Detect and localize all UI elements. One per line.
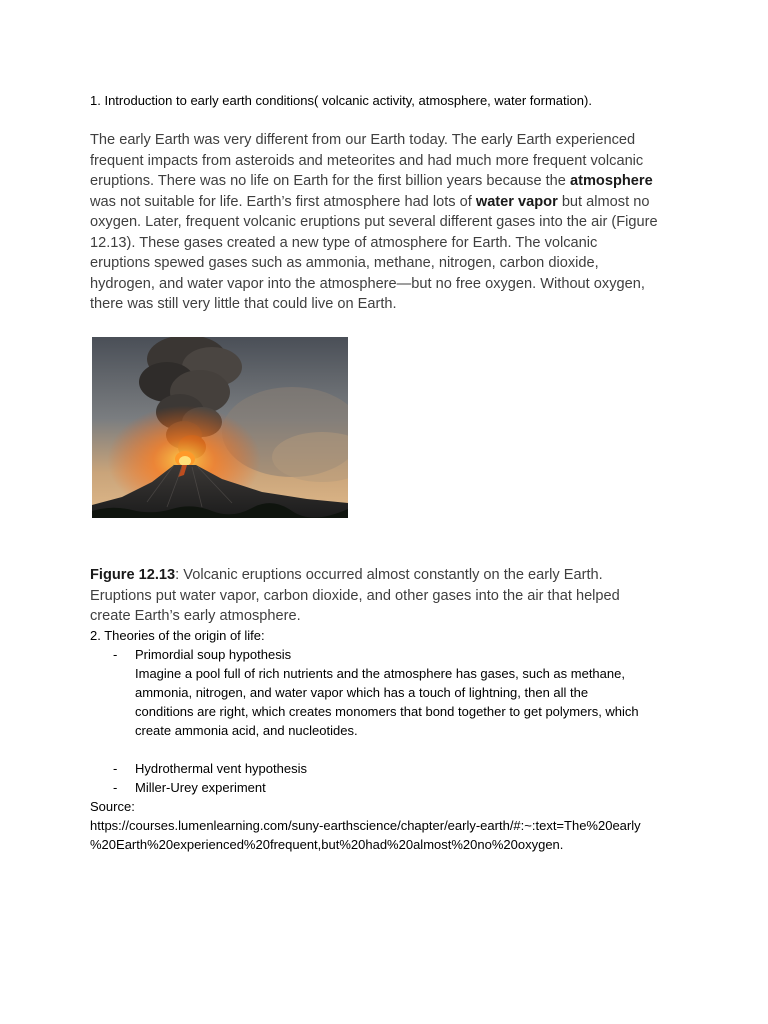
volcano-eruption-image	[92, 337, 348, 518]
caption-line: create Earth’s early atmosphere.	[90, 608, 301, 624]
body-line: create ammonia acid, and nucleotides.	[135, 723, 358, 738]
list-item	[90, 778, 710, 797]
figure-caption	[90, 565, 690, 627]
intro-line: 12.13). These gases created a new type of atmosphere for Earth. The volcanic	[90, 234, 598, 251]
list-item-title: Miller-Urey experiment	[135, 780, 266, 795]
bullet-dash: -	[113, 780, 118, 795]
caption-line: Eruptions put water vapor, carbon dioxide, and other gases into the air that helped	[90, 587, 620, 604]
intro-line: hydrogen, and water vapor into the atmosphere—but no free oxygen. Without oxygen,	[90, 275, 645, 292]
source-label: Source:	[90, 799, 135, 814]
figure-label: Figure 12.13	[90, 567, 176, 583]
bullet-dash: -	[113, 761, 118, 776]
list-item	[90, 645, 710, 664]
source-url-line: https://courses.lumenlearning.com/suny-earthscience/chapter/early-earth/#:~:text=The%20early	[90, 818, 641, 833]
list-item-body	[90, 664, 710, 740]
intro-text: eruptions. There was no life on Earth for the first billion years because the	[90, 173, 570, 189]
spacer	[90, 740, 710, 759]
intro-paragraph	[90, 130, 690, 315]
source-url-line: %20Earth%20experienced%20frequent,but%20had%20almost%20no%20oxygen.	[90, 837, 564, 852]
list-item-title: Hydrothermal vent hypothesis	[135, 761, 307, 776]
intro-line: The early Earth was very different from our Earth today. The early Earth experienced	[90, 132, 636, 148]
intro-line: frequent impacts from asteroids and meteorites and had much more frequent volcanic	[90, 152, 644, 169]
body-line: ammonia, nitrogen, and water vapor which has a touch of lightning, then all the	[135, 685, 589, 700]
intro-line	[90, 171, 690, 192]
term-atmosphere: atmosphere	[569, 173, 653, 189]
theories-section	[90, 626, 710, 854]
intro-line: oxygen. Later, frequent volcanic eruptions put several different gases into the air (Figure	[90, 214, 658, 230]
bullet-dash: -	[113, 647, 118, 662]
body-line: Imagine a pool full of rich nutrients and the atmosphere has gases, such as methane,	[135, 666, 625, 681]
intro-line: there was still very little that could live on Earth.	[90, 296, 397, 312]
section-heading-theories: 2. Theories of the origin of life:	[90, 628, 265, 643]
intro-text: but almost no	[557, 193, 650, 210]
caption-text: : Volcanic eruptions occurred almost constantly on the early Earth.	[175, 567, 603, 583]
list-item-title: Primordial soup hypothesis	[135, 647, 292, 662]
caption-line	[90, 565, 690, 586]
term-water-vapor: water vapor	[475, 193, 558, 210]
intro-line	[90, 192, 690, 213]
list-item	[90, 759, 710, 778]
intro-text: was not suitable for life. Earth’s first atmosphere had lots of	[90, 193, 476, 210]
section-heading-intro: 1. Introduction to early earth conditions( volcanic activity, atmosphere, water formation).	[90, 93, 592, 108]
body-line: conditions are right, which creates monomers that bond together to get polymers, which	[135, 704, 639, 719]
intro-line: eruptions spewed gases such as ammonia, methane, nitrogen, carbon dioxide,	[90, 255, 599, 271]
